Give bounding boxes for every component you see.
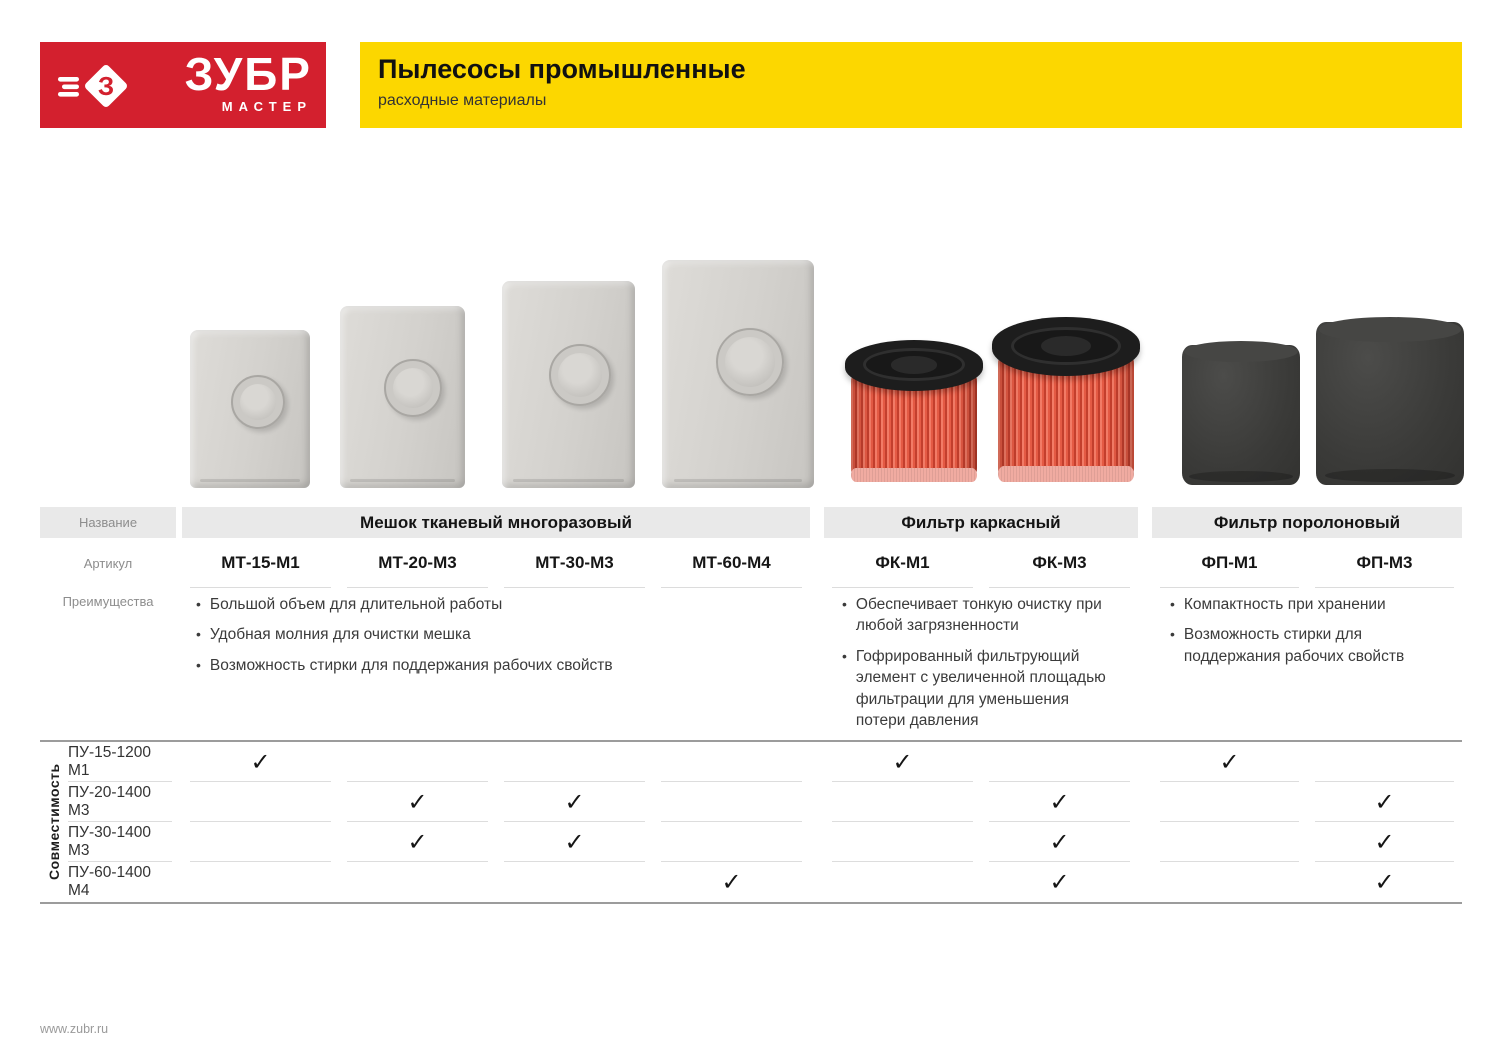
compat-cell: ✓ bbox=[339, 782, 496, 822]
compat-cell: ✓ bbox=[496, 822, 653, 862]
compat-cell bbox=[1152, 862, 1307, 902]
brand-logo bbox=[40, 42, 326, 128]
compat-row bbox=[40, 862, 1462, 902]
compat-cell: ✓ bbox=[1307, 822, 1462, 862]
compat-cell: ✓ bbox=[824, 742, 981, 782]
compat-model-label: ПУ-15-1200 М1 bbox=[40, 742, 176, 782]
compat-cell bbox=[182, 822, 339, 862]
compat-cell bbox=[981, 742, 1138, 782]
compat-cell bbox=[1152, 782, 1307, 822]
compat-cell: ✓ bbox=[981, 782, 1138, 822]
compat-cell bbox=[1307, 742, 1462, 782]
group-header-cartridge: Фильтр каркасный bbox=[901, 512, 1061, 532]
group-header-foam: Фильтр поролоновый bbox=[1213, 512, 1401, 532]
bag-port-hole bbox=[231, 375, 285, 429]
compat-cell bbox=[339, 862, 496, 902]
compat-cell: ✓ bbox=[981, 822, 1138, 862]
compatibility-section bbox=[40, 740, 1462, 904]
page-subtitle: расходные материалы bbox=[378, 92, 547, 109]
bag-port-hole bbox=[384, 359, 442, 417]
compat-cell bbox=[824, 782, 981, 822]
bullet-icon: • bbox=[196, 626, 201, 643]
article-cell: ФП-М3 bbox=[1307, 538, 1462, 588]
site-url: www.zubr.ru bbox=[40, 1022, 109, 1036]
compat-cell bbox=[824, 822, 981, 862]
compat-cell bbox=[496, 742, 653, 782]
compat-cell: ✓ bbox=[721, 868, 742, 897]
article-cell: МТ-60-М4 bbox=[653, 538, 810, 588]
advantage-item: • Компактность при хранении bbox=[1170, 594, 1462, 615]
title-banner bbox=[360, 42, 1462, 128]
compat-cell: ✓ bbox=[1307, 782, 1462, 822]
bullet-icon: • bbox=[1170, 596, 1175, 612]
compat-model-label: ПУ-30-1400 М3 bbox=[40, 822, 176, 862]
article-cell: ФК-М3 bbox=[981, 538, 1138, 588]
filter-base bbox=[998, 466, 1134, 483]
compat-cell: ✓ bbox=[182, 742, 339, 782]
advantage-item: • Гофрированный фильтрующий элемент с увеличенной площадью фильтрации для уменьшения потери давления bbox=[842, 646, 1138, 732]
row-article bbox=[40, 538, 1462, 588]
row-name bbox=[40, 507, 1462, 538]
compat-cell bbox=[182, 782, 339, 822]
compat-model-label: ПУ-60-1400 М4 bbox=[68, 864, 152, 900]
article-cell: ФП-М1 bbox=[1152, 538, 1307, 588]
bullet-icon: • bbox=[842, 596, 847, 612]
name-label: Название bbox=[40, 507, 176, 538]
compat-cell: ✓ bbox=[496, 782, 653, 822]
bullet-icon: • bbox=[196, 596, 201, 612]
cartridge-filter-image-small bbox=[845, 340, 983, 482]
bag-port-hole bbox=[549, 344, 611, 406]
bullet-icon: • bbox=[196, 656, 201, 673]
product-table bbox=[40, 507, 1462, 904]
advantages-list-cartridge bbox=[824, 588, 1138, 740]
zubr-arrow-icon bbox=[56, 63, 156, 109]
article-cell: МТ-20-М3 bbox=[339, 538, 496, 588]
foam-filter-image-small bbox=[1182, 345, 1300, 485]
filter-cap bbox=[845, 340, 983, 391]
compat-cell bbox=[653, 742, 810, 782]
compat-cell bbox=[824, 862, 981, 902]
brand-subname: МАСТЕР bbox=[221, 99, 312, 115]
svg-text:З: З bbox=[97, 71, 115, 101]
article-cell: ФК-М1 bbox=[824, 538, 981, 588]
fabric-bag-image-4 bbox=[662, 260, 814, 488]
fabric-bag-image-1 bbox=[190, 330, 310, 488]
compat-cell bbox=[339, 742, 496, 782]
compat-cell: ✓ bbox=[1152, 742, 1307, 782]
fabric-bag-image-2 bbox=[340, 306, 465, 488]
advantage-item: • Обеспечивает тонкую очистку при любой загрязненности bbox=[842, 594, 1138, 637]
advantage-item: • Удобная молния для очистки мешка bbox=[196, 624, 810, 645]
compat-cell: ✓ bbox=[339, 822, 496, 862]
filter-base bbox=[851, 468, 978, 482]
article-cell: МТ-15-М1 bbox=[182, 538, 339, 588]
article-label: Артикул bbox=[83, 555, 133, 571]
compat-cell: ✓ bbox=[1049, 868, 1070, 897]
advantage-item: • Большой объем для длительной работы bbox=[196, 594, 810, 615]
fabric-bag-image-3 bbox=[502, 281, 635, 488]
filter-cap bbox=[992, 317, 1140, 376]
advantages-label: Преимущества bbox=[62, 594, 154, 609]
compatibility-vertical-label: Совместимость bbox=[46, 763, 62, 881]
compat-cell bbox=[1152, 822, 1307, 862]
brand-text bbox=[185, 50, 312, 114]
group-header-bags: Мешок тканевый многоразовый bbox=[360, 512, 632, 532]
compat-row bbox=[40, 742, 1462, 782]
bag-port-hole bbox=[716, 328, 784, 396]
advantage-item: • Возможность стирки для поддержания рабочих свойств bbox=[1170, 624, 1462, 667]
compat-row bbox=[40, 782, 1462, 822]
advantage-item: • Возможность стирки для поддержания рабочих свойств bbox=[196, 655, 810, 676]
advantages-list-bags bbox=[182, 588, 810, 740]
compat-model-label: ПУ-20-1400 М3 bbox=[40, 782, 176, 822]
bullet-icon: • bbox=[1170, 626, 1175, 643]
bullet-icon: • bbox=[842, 647, 847, 664]
foam-filter-image-large bbox=[1316, 322, 1464, 485]
compat-cell bbox=[182, 862, 339, 902]
advantages-list-foam bbox=[1152, 588, 1462, 740]
row-advantages bbox=[40, 588, 1462, 740]
compat-cell bbox=[653, 782, 810, 822]
cartridge-filter-image-large bbox=[992, 317, 1140, 482]
compat-cell: ✓ bbox=[1374, 868, 1395, 897]
compat-cell bbox=[653, 822, 810, 862]
article-cell: МТ-30-М3 bbox=[496, 538, 653, 588]
compat-row bbox=[40, 822, 1462, 862]
page-title: Пылесосы промышленные bbox=[378, 54, 746, 84]
brand-name: ЗУБР bbox=[184, 48, 312, 100]
compat-cell bbox=[496, 862, 653, 902]
